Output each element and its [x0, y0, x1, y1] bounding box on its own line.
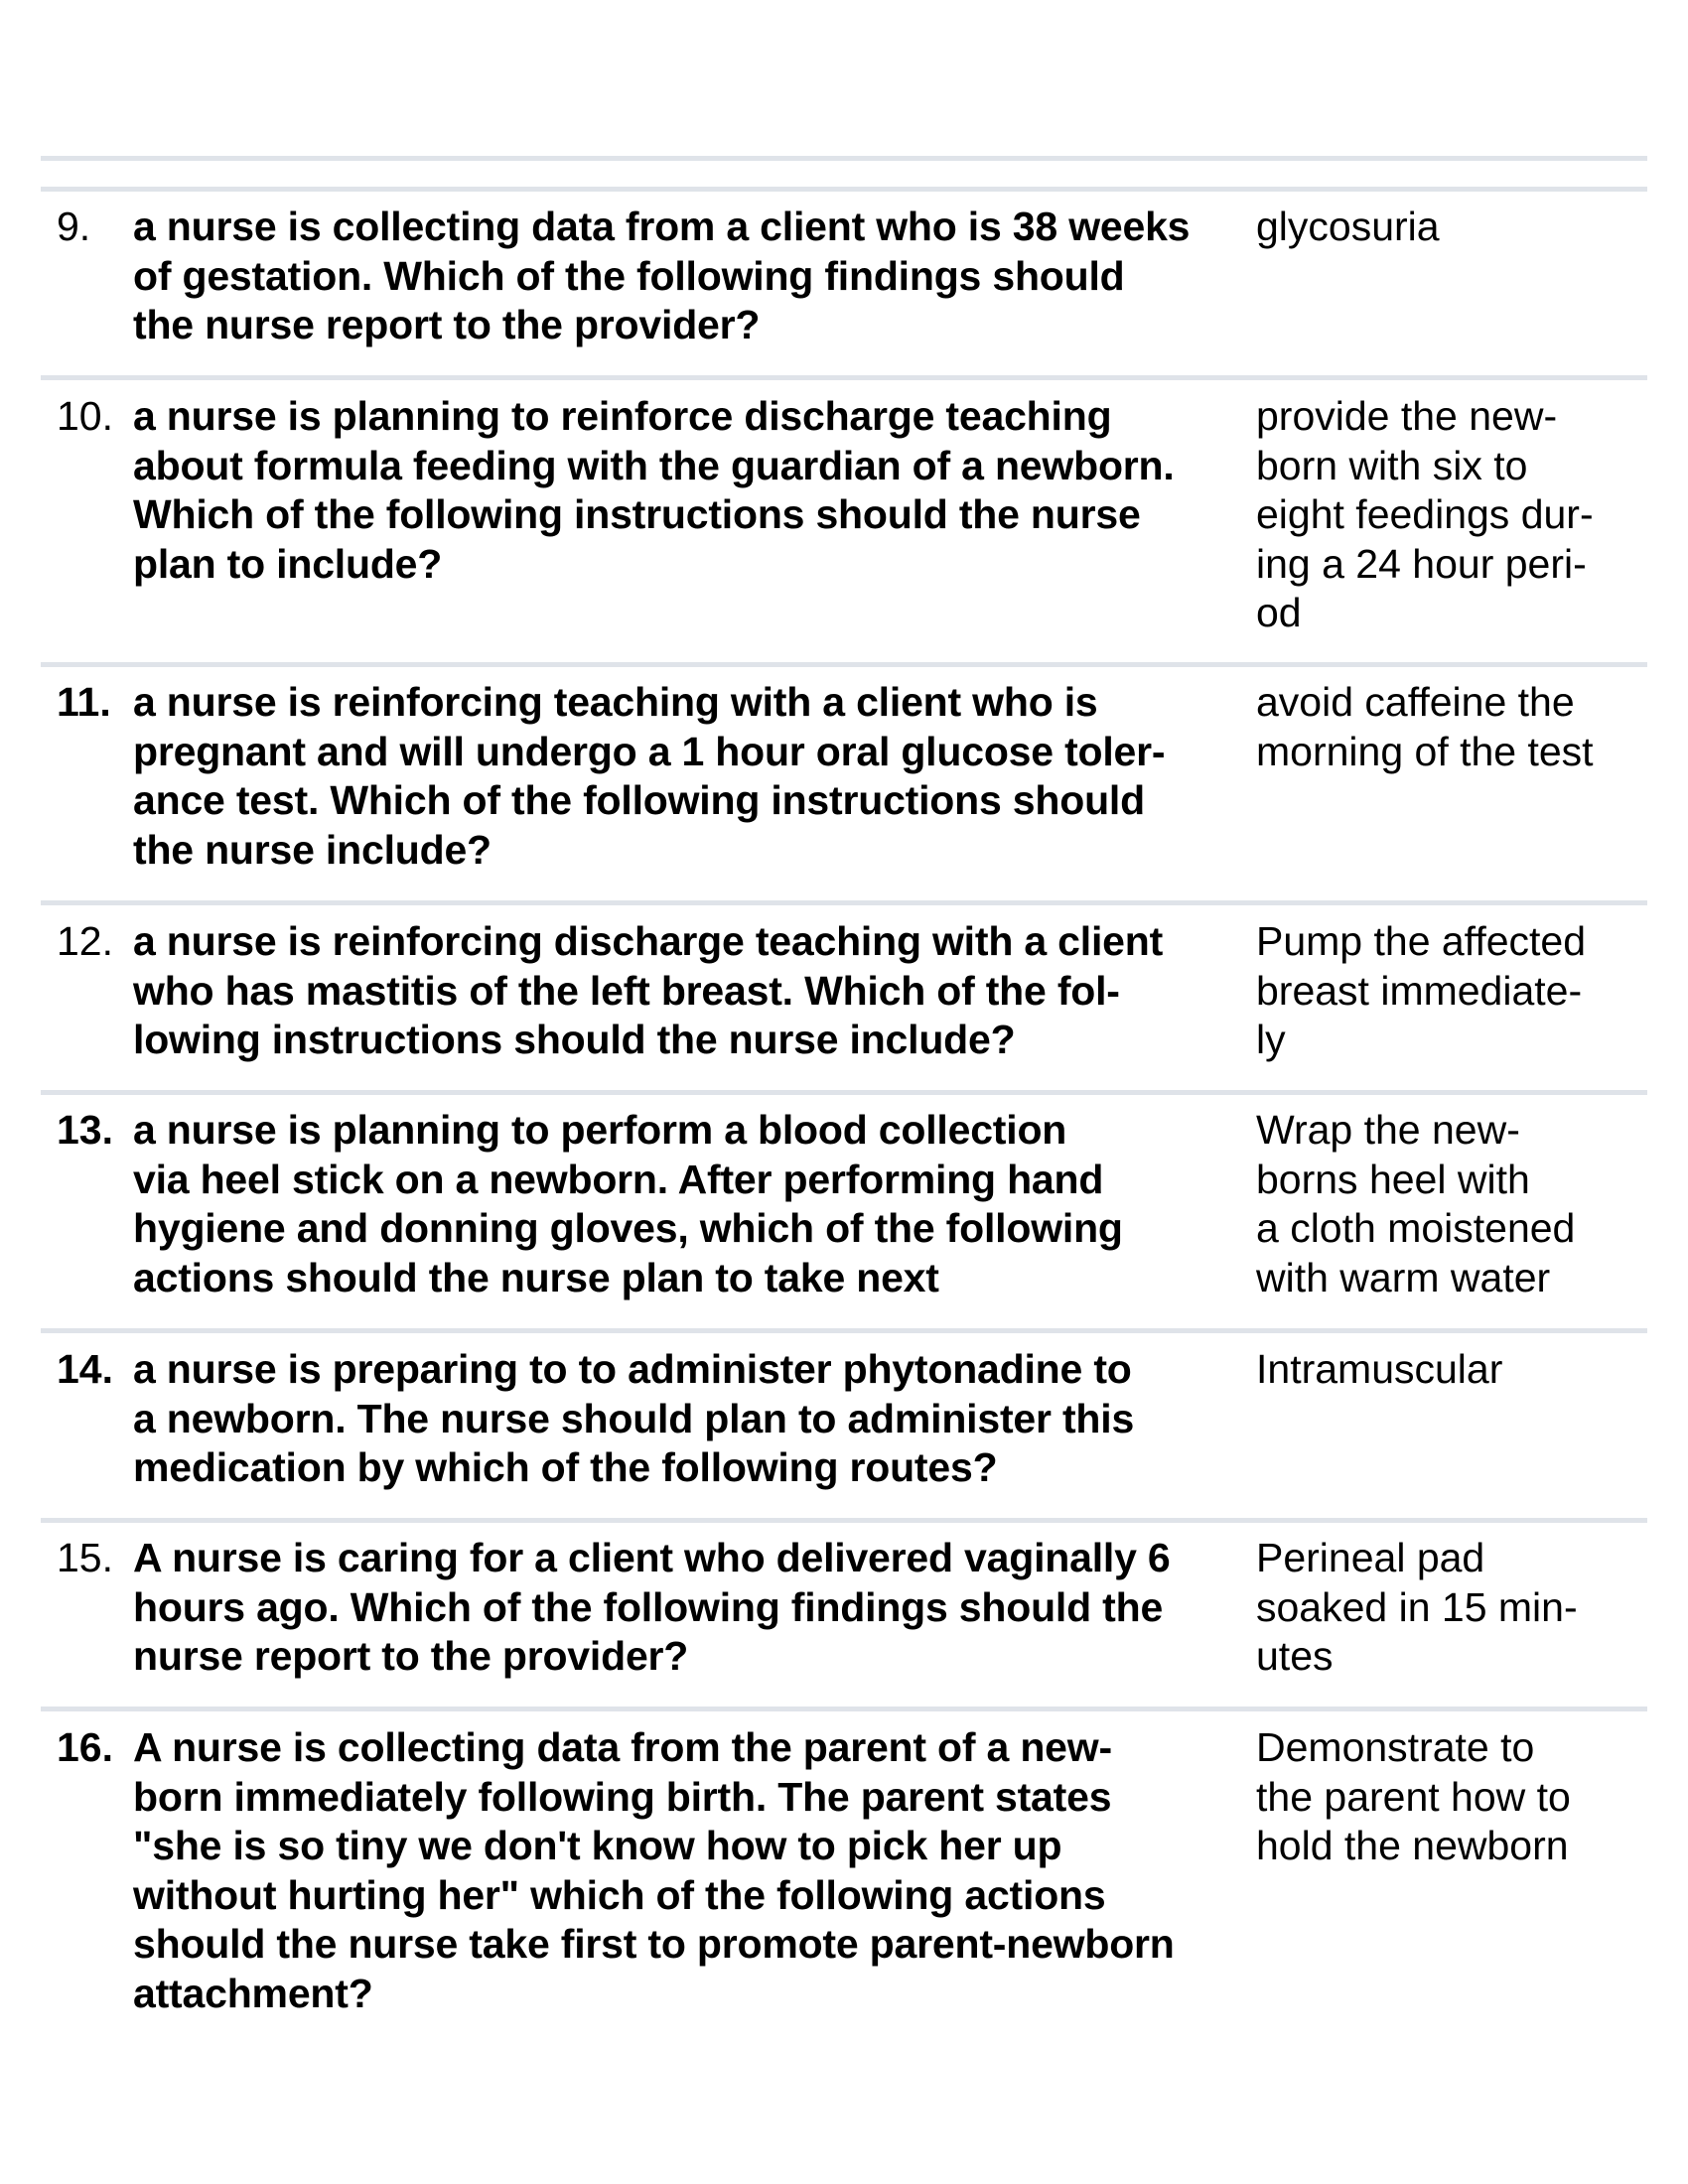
question-line: a nurse is collecting data from a client who is 38 weeks — [133, 204, 1191, 249]
question-text — [133, 1723, 1295, 2018]
question-text — [133, 917, 1295, 1065]
question-text — [133, 1345, 1295, 1493]
answer-line: Pump the affected — [1256, 918, 1587, 964]
answer-line: borns heel with — [1256, 1156, 1530, 1202]
answer-line: Perineal pad — [1256, 1535, 1485, 1580]
question-line: born immediately following birth. The parent states — [133, 1773, 1112, 1820]
question-line: a nurse is reinforcing discharge teaching with a client — [133, 918, 1164, 964]
answer-line: with warm water — [1256, 1254, 1551, 1300]
divider-after-10 — [41, 662, 1647, 667]
question-text — [133, 392, 1295, 589]
card-number: 16. — [57, 1724, 113, 1770]
answer-text — [1256, 1723, 1643, 1871]
question-line: a nurse is planning to perform a blood collection — [133, 1107, 1067, 1153]
question-line: Which of the following instructions should the nurse — [133, 491, 1141, 537]
question-line: without hurting her" which of the following actions — [133, 1871, 1106, 1918]
card-number: 9. — [57, 204, 91, 249]
question-text — [133, 203, 1295, 350]
answer-line: born with six to — [1256, 442, 1528, 488]
answer-line: ly — [1256, 1017, 1286, 1062]
question-text — [133, 1106, 1295, 1302]
question-line: plan to include? — [133, 540, 443, 587]
question-line: a nurse is preparing to to administer phytonadine to — [133, 1346, 1132, 1392]
question-line: lowing instructions should the nurse include? — [133, 1017, 1016, 1062]
answer-line: breast immediate- — [1256, 967, 1583, 1014]
answer-text — [1256, 203, 1643, 252]
question-text — [133, 1534, 1295, 1682]
answer-line: provide the new- — [1256, 393, 1558, 439]
answer-text — [1256, 1345, 1643, 1395]
card-number: 15. — [57, 1535, 113, 1580]
divider-after-15 — [41, 1706, 1647, 1711]
question-line: about formula feeding with the guardian of a newborn. — [133, 442, 1175, 488]
answer-line: hold the newborn — [1256, 1823, 1569, 1868]
answer-line: glycosuria — [1256, 204, 1440, 249]
answer-line: od — [1256, 590, 1302, 635]
answer-text — [1256, 1534, 1643, 1682]
answer-text — [1256, 917, 1643, 1065]
divider-after-14 — [41, 1518, 1647, 1523]
question-line: who has mastitis of the left breast. Which of the fol- — [133, 967, 1120, 1014]
question-line: attachment? — [133, 1970, 373, 2016]
answer-line: utes — [1256, 1633, 1334, 1679]
answer-line: eight feedings dur- — [1256, 491, 1594, 537]
question-line: via heel stick on a newborn. After performing hand — [133, 1156, 1104, 1202]
card-number: 11. — [57, 679, 111, 725]
question-text — [133, 678, 1295, 875]
question-line: the nurse report to the provider? — [133, 302, 761, 347]
divider-after-13 — [41, 1328, 1647, 1333]
answer-line: Intramuscular — [1256, 1346, 1503, 1392]
answer-text — [1256, 1106, 1643, 1302]
question-line: of gestation. Which of the following findings should — [133, 252, 1125, 299]
question-line: medication by which of the following routes? — [133, 1444, 998, 1490]
divider-top-1 — [41, 156, 1647, 161]
answer-line: avoid caffeine the — [1256, 679, 1575, 725]
question-line: actions should the nurse plan to take next — [133, 1254, 939, 1300]
question-line: a nurse is planning to reinforce discharge teaching — [133, 393, 1112, 439]
card-number: 13. — [57, 1107, 113, 1153]
answer-line: ing a 24 hour peri- — [1256, 540, 1587, 587]
answer-line: a cloth moistened — [1256, 1205, 1576, 1251]
card-number: 10. — [57, 393, 113, 439]
question-line: A nurse is caring for a client who delivered vaginally 6 — [133, 1535, 1171, 1580]
answer-text — [1256, 392, 1643, 638]
divider-after-11 — [41, 900, 1647, 905]
card-number: 14. — [57, 1346, 113, 1392]
answer-line: Wrap the new- — [1256, 1107, 1520, 1153]
answer-line: morning of the test — [1256, 728, 1594, 774]
answer-line: soaked in 15 min- — [1256, 1583, 1578, 1630]
question-line: the nurse include? — [133, 826, 492, 873]
divider-after-9 — [41, 375, 1647, 380]
question-line: hygiene and donning gloves, which of the following — [133, 1205, 1123, 1251]
question-line: A nurse is collecting data from the parent of a new- — [133, 1724, 1112, 1770]
question-line: should the nurse take first to promote parent-newborn — [133, 1921, 1175, 1967]
divider-top-2 — [41, 187, 1647, 192]
card-number: 12. — [57, 918, 113, 964]
question-line: a nurse is reinforcing teaching with a client who is — [133, 679, 1098, 725]
divider-after-12 — [41, 1090, 1647, 1095]
question-line: a newborn. The nurse should plan to administer this — [133, 1395, 1135, 1441]
question-line: nurse report to the provider? — [133, 1633, 689, 1679]
question-line: hours ago. Which of the following findings should the — [133, 1583, 1164, 1630]
question-line: "she is so tiny we don't know how to pick her up — [133, 1823, 1062, 1868]
answer-text — [1256, 678, 1643, 776]
answer-line: Demonstrate to — [1256, 1724, 1535, 1770]
answer-line: the parent how to — [1256, 1773, 1571, 1820]
question-line: ance test. Which of the following instructions should — [133, 777, 1145, 823]
question-line: pregnant and will undergo a 1 hour oral glucose toler- — [133, 728, 1166, 774]
